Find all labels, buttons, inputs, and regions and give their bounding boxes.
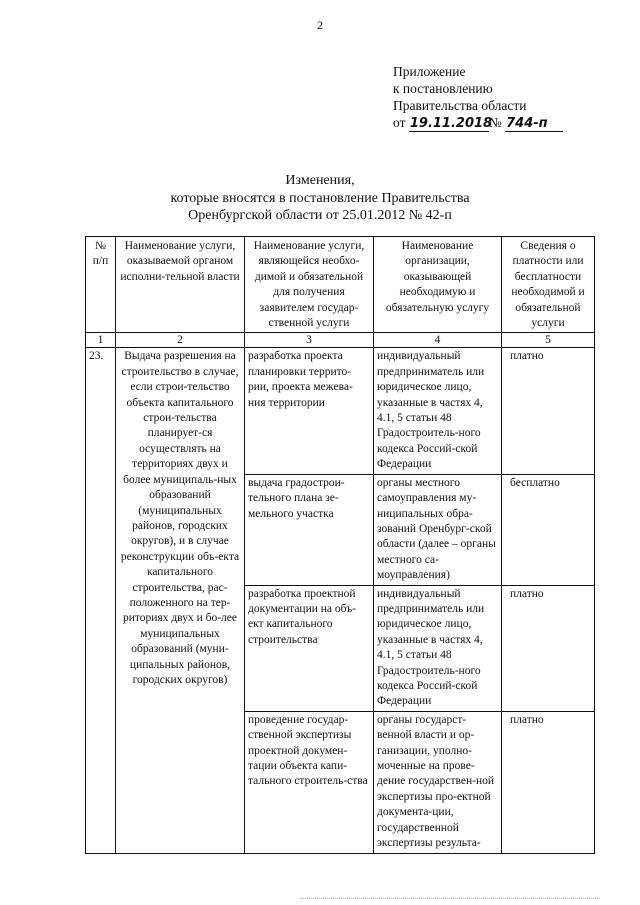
column-number: 4 [374,333,502,348]
table-row [86,348,595,474]
organization-cell: индивидуальный предприниматель или юридическое лицо, указанные в частях 4, 4.1, 5 статьи 48 Градостроитель-ного кодекса Россий-ской Федерации [374,348,502,474]
column-number: 3 [245,333,374,348]
organization-cell: органы местного самоуправления му-ниципальных обра-зований Оренбург-ской области (далее – органы местного са-моуправления) [374,474,502,585]
payment-cell: платно [502,711,595,853]
organization-cell: индивидуальный предприниматель или юридическое лицо, указанные в частях 4, 4.1, 5 статьи 48 Градостроитель-ного кодекса Россий-ской Федерации [374,585,502,711]
scan-edge-line [300,898,600,900]
appendix-date-line [393,114,563,132]
payment-cell: бесплатно [502,474,595,585]
date-prefix: от [393,115,406,130]
header-organization: Наименование организации, оказывающей необходимую и обязательную услугу [374,237,502,333]
column-number: 2 [116,333,245,348]
column-number: 5 [502,333,595,348]
appendix-block [393,63,563,132]
row-number: 23. [86,348,116,853]
handwritten-date: 19.11.2018 [409,116,493,131]
payment-cell: платно [502,585,595,711]
organization-cell: органы государст-венной власти и ор-ганизации, уполно-моченные на прове-дение государствен-ной экспертизы про-ектной документа-ции, государственной экспертизы результа- [374,711,502,853]
title-line-3: Оренбургской области от 25.01.2012 № 42-п [188,208,452,223]
service-name-cell: Выдача разрешения на строительство в случае, если строи-тельство объекта капитального строи-тельства планирует-ся осуществлять на территориях двух и более муниципаль-ных образований (муниципальных районов, городских округов), и в случае реконструкции объ-екта капитального строительства, рас-положенного на тер-риториях двух и бо-лее муниципальных образований (муни-ципальных районов, городских округов) [116,348,245,853]
appendix-line-2: к постановлению [393,81,493,96]
page-number: 2 [317,18,323,32]
column-number: 1 [86,333,116,348]
changes-table [85,236,595,854]
column-number-row [86,333,595,348]
header-service-name: Наименование услуги, оказываемой органом исполни-тельной власти [116,237,245,333]
header-required-service: Наименование услуги, являющейся необхо-димой и обязательной для получения заявителем государ-ственной услуги [245,237,374,333]
required-service-cell: проведение государ-ственной экспертизы проектной докумен-тации объекта капи-тального строитель-ства [245,711,374,853]
required-service-cell: выдача градострои-тельного плана зе-мельного участка [245,474,374,585]
appendix-line-1: Приложение [393,64,466,79]
appendix-line-3: Правительства области [393,98,527,113]
handwritten-number: 744-п [505,117,563,132]
required-service-cell: разработка проекта планировки террито-рии, проекта межева-ния территории [245,348,374,474]
table-header-row [86,237,595,333]
header-number: № п/п [86,237,116,333]
header-payment-info: Сведения о платности или бесплатности необходимой и обязательной услуги [502,237,595,333]
document-title [0,172,640,225]
required-service-cell: разработка проектной документации на объ-ект капитального строительства [245,585,374,711]
number-prefix: № [488,115,502,130]
title-line-1: Изменения, [285,173,355,188]
payment-cell: платно [502,348,595,474]
title-line-2: которые вносятся в постановление Правительства [170,190,470,206]
